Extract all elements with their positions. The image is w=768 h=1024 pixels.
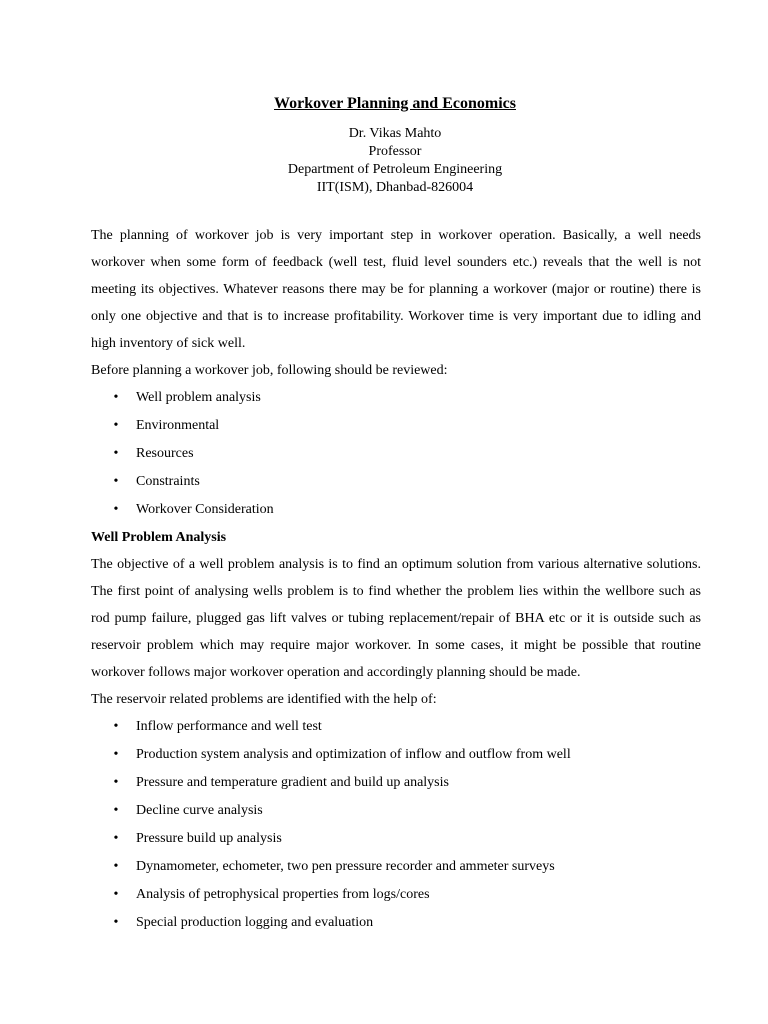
list-item [91, 496, 701, 524]
list-item-text: Special production logging and evaluation [136, 915, 374, 930]
list-item-text: Decline curve analysis [136, 803, 263, 818]
list-item-text: Workover Consideration [136, 502, 274, 517]
bullet-icon: • [113, 474, 119, 489]
reservoir-list [91, 713, 701, 937]
list-item-text: Production system analysis and optimization of inflow and outflow from well [136, 747, 571, 762]
list-item-text: Analysis of petrophysical properties from logs/cores [136, 887, 430, 902]
author-position: Professor [368, 144, 422, 159]
intro-paragraph: The planning of workover job is very important step in workover operation. Basically, a well needs workover when some form of feedback (well test, fluid level sounders etc.) reveals that the well is not meeting its objectives. Whatever reasons there may be for planning a workover (major or routine) there is only one objective and that is to increase profitability. Workover time is very important due to idling and high inventory of sick well. [91, 228, 701, 351]
author-name: Dr. Vikas Mahto [348, 126, 442, 141]
document-body [91, 222, 701, 937]
bullet-icon: • [113, 831, 119, 846]
section-heading: Well Problem Analysis [91, 530, 227, 545]
document-title: Workover Planning and Economics [274, 95, 516, 112]
list-item [91, 881, 701, 909]
list-item [91, 853, 701, 881]
list-item-text: Dynamometer, echometer, two pen pressure recorder and ammeter surveys [136, 859, 555, 874]
bullet-icon: • [113, 390, 119, 405]
bullet-icon: • [113, 502, 119, 517]
bullet-icon: • [113, 775, 119, 790]
list-item [91, 713, 701, 741]
bullet-icon: • [113, 719, 119, 734]
list-item-text: Inflow performance and well test [136, 719, 322, 734]
list-item-text: Environmental [136, 418, 220, 433]
reservoir-intro: The reservoir related problems are identified with the help of: [91, 692, 437, 707]
bullet-icon: • [113, 747, 119, 762]
bullet-icon: • [113, 859, 119, 874]
author-department: Department of Petroleum Engineering [287, 162, 503, 177]
list-item [91, 825, 701, 853]
list-item [91, 412, 701, 440]
list-item [91, 909, 701, 937]
list-item [91, 440, 701, 468]
list-item [91, 769, 701, 797]
review-list [91, 384, 701, 524]
list-item-text: Well problem analysis [136, 390, 261, 405]
list-item [91, 384, 701, 412]
author-institution: IIT(ISM), Dhanbad-826004 [316, 180, 474, 195]
list-item-text: Pressure and temperature gradient and build up analysis [136, 775, 449, 790]
review-intro: Before planning a workover job, following should be reviewed: [91, 363, 448, 378]
bullet-icon: • [113, 418, 119, 433]
author-block [0, 125, 768, 197]
bullet-icon: • [113, 887, 119, 902]
bullet-icon: • [113, 915, 119, 930]
list-item-text: Pressure build up analysis [136, 831, 282, 846]
list-item-text: Constraints [136, 474, 200, 489]
bullet-icon: • [113, 803, 119, 818]
list-item [91, 468, 701, 496]
list-item [91, 741, 701, 769]
list-item-text: Resources [136, 446, 194, 461]
section-paragraph: The objective of a well problem analysis is to find an optimum solution from various alternative solutions. The first point of analysing wells problem is to find whether the problem lies within the wellbore such as rod pump failure, plugged gas lift valves or tubing replacement/repair of BHA etc or it is outside such as reservoir problem which may require major workover. In some cases, it might be possible that routine workover follows major workover operation and accordingly planning should be made. [91, 557, 701, 680]
list-item [91, 797, 701, 825]
bullet-icon: • [113, 446, 119, 461]
